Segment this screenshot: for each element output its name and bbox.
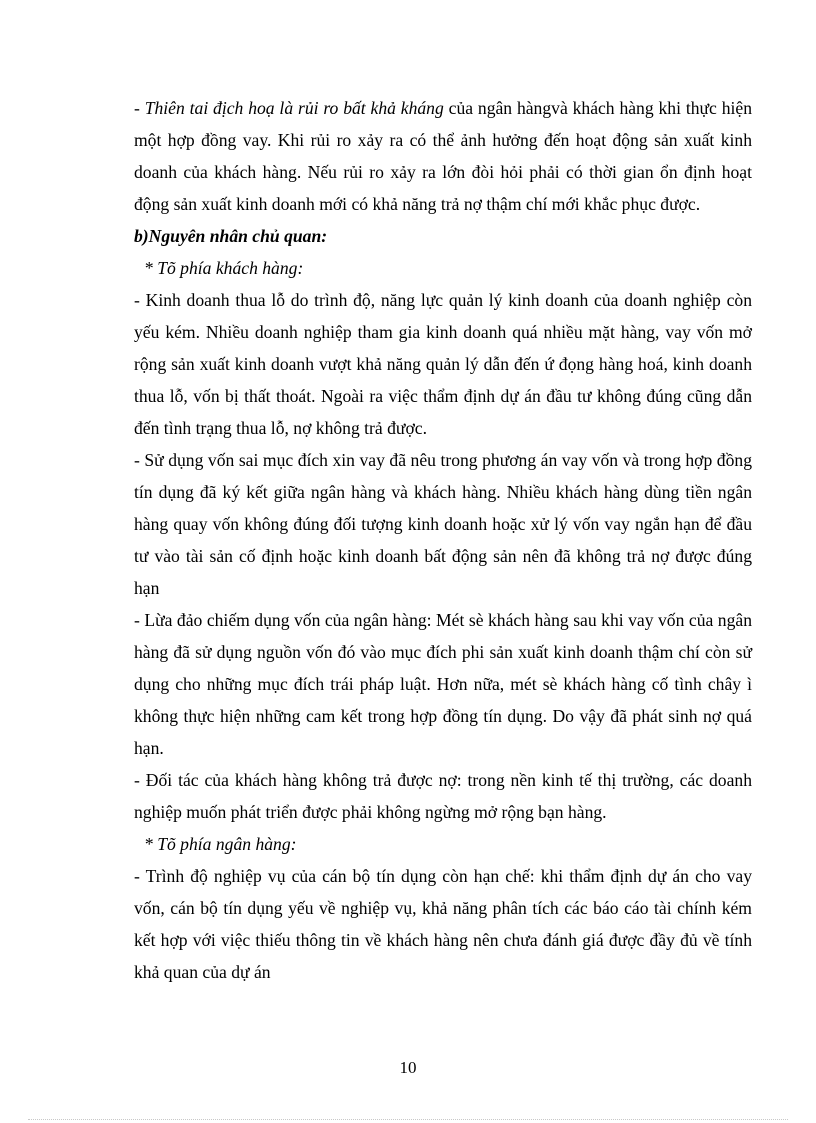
page-number: 10 <box>399 1058 417 1077</box>
paragraph-natural-disaster <box>134 92 752 220</box>
paragraph-partner-default: - Đối tác của khách hàng không trả được nợ: trong nền kinh tế thị trường, các doanh nghiệp muốn phát triển được phải không ngừng mở rộng bạn hàng. <box>134 770 752 822</box>
paragraph-lead-italic: - Thiên tai địch hoạ là rủi ro bất khả kháng <box>134 98 444 118</box>
paragraph-fraud: - Lừa đảo chiếm dụng vốn của ngân hàng: Mét sè khách hàng sau khi vay vốn của ngân hàng đã sử dụng nguồn vốn đó vào mục đích phi sản xuất kinh doanh thậm chí còn sử dụng cho những mục đích trái pháp luật. Hơn nữa, mét sè khách hàng cố tình chây ì không thực hiện những cam kết trong hợp đồng tín dụng. Do vậy đã phát sinh nợ quá hạn. <box>134 610 752 758</box>
page-body <box>134 92 752 988</box>
paragraph-misuse-of-capital: - Sử dụng vốn sai mục đích xin vay đã nêu trong phương án vay vốn và trong hợp đồng tín dụng đã ký kết giữa ngân hàng và khách hàng. Nhiều khách hàng dùng tiền ngân hàng quay vốn không đúng đối tượng kinh doanh hoặc xử lý vốn vay ngắn hạn để đầu tư vào tài sản cố định hoặc kinh doanh bất động sản nên đã không trả nợ được đúng hạn <box>134 450 752 598</box>
section-heading-subjective-causes: b)Nguyên nhân chủ quan: <box>134 226 328 246</box>
paragraph-business-loss: - Kinh doanh thua lỗ do trình độ, năng lực quản lý kinh doanh của doanh nghiệp còn yếu kém. Nhiều doanh nghiệp tham gia kinh doanh quá nhiều mặt hàng, vay vốn mở rộng sản xuất kinh doanh vượt khả năng quản lý dẫn đến ứ đọng hàng hoá, kinh doanh thua lỗ, vốn bị thất thoát. Ngoài ra việc thẩm định dự án đầu tư không đúng cũng dẫn đến tình trạng thua lỗ, nợ không trả được. <box>134 290 752 438</box>
subheading-bank-side: * Tõ phía ngân hàng: <box>144 834 297 854</box>
paragraph-staff-competence: - Trình độ nghiệp vụ của cán bộ tín dụng còn hạn chế: khi thẩm định dự án cho vay vốn, cán bộ tín dụng yếu về nghiệp vụ, khả năng phân tích các báo cáo tài chính kém kết hợp với việc thiếu thông tin về khách hàng nên chưa đánh giá được đầy đủ về tính khả quan của dự án <box>134 866 752 982</box>
paragraph-text: của ngân hàngvà khách hàng khi thực hiện một hợp đồng vay. Khi rủi ro xảy ra có thể ảnh hưởng đến hoạt động sản xuất kinh doanh của khách hàng. Nếu rủi ro xảy ra lớn đòi hỏi phải có thời gian ổn định hoạt động sản xuất kinh doanh mới có khả năng trả nợ thậm chí mới khắc phục được. <box>134 98 753 214</box>
subheading-customer-side: * Tõ phía khách hàng: <box>144 258 304 278</box>
page-bottom-divider <box>28 1119 788 1120</box>
